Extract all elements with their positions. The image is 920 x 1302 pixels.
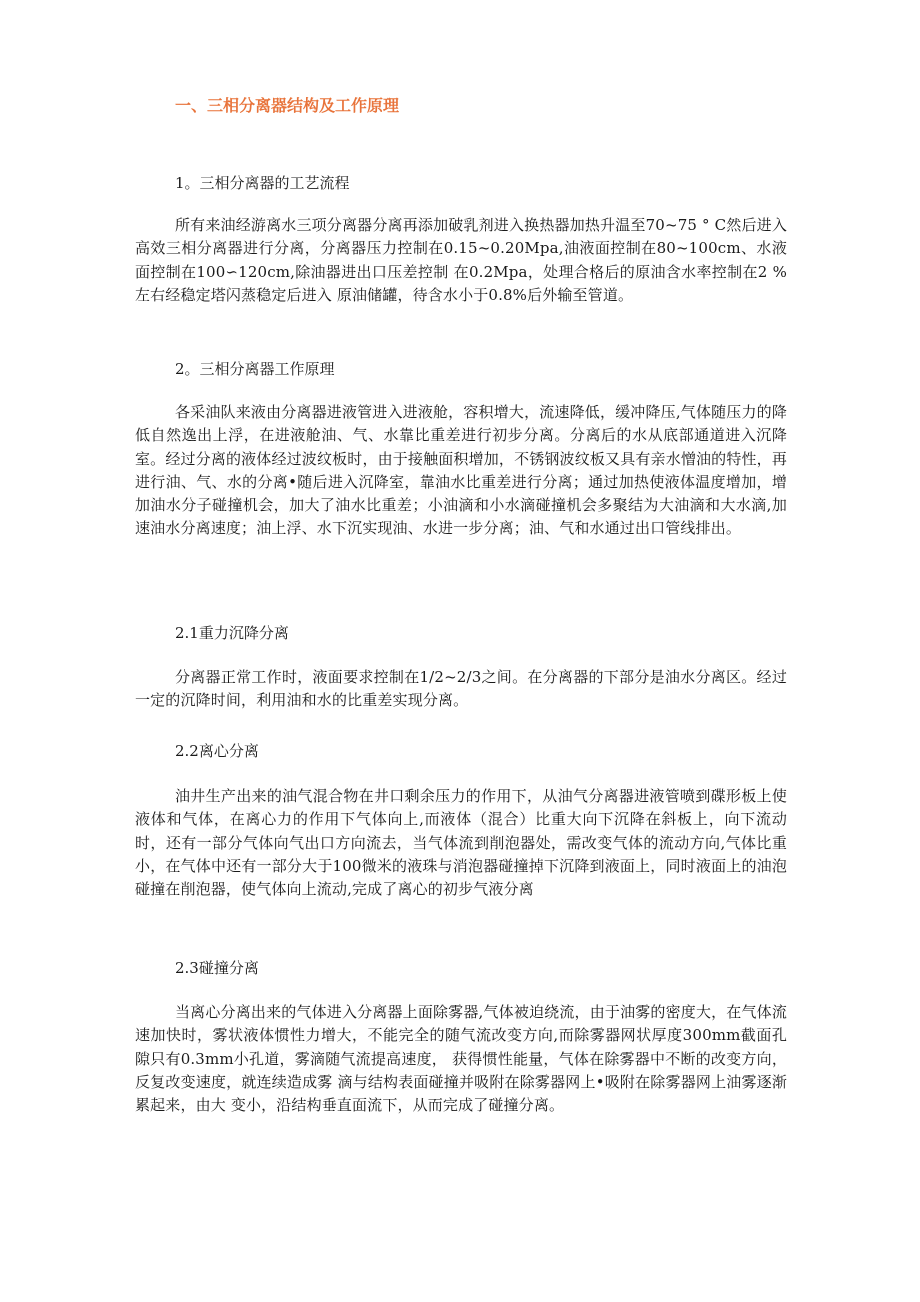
paragraph-gravity-settling: 分离器正常工作时，液面要求控制在1/2~2/3之间。在分离器的下部分是油水分离区。经过一定的沉降时间，利用油和水的比重差实现分离。 <box>135 668 787 710</box>
paragraph-collision-separation: 当离心分离出来的气体进入分离器上面除雾器,气体被迫绕流，由于油雾的密度大，在气体流速加快时，雾状液体惯性力增大，不能完全的随气流改变方向,而除雾器网状厚度300mm截面孔隙只有0.3mm小孔道，雾滴随气流提高速度， 获得惯性能量，气体在除雾器中不断的改变方向，反复改变速度，就连续造成雾 滴与结构表面碰撞并吸附在除雾器网上•吸附在除雾器网上油雾逐渐累起来，由大 变小，沿结构垂直面流下，从而完成了碰撞分离。 <box>135 1003 787 1115</box>
section-heading-working-principle: 2。三相分离器工作原理 <box>175 360 335 378</box>
section-heading-process-flow: 1。三相分离器的工艺流程 <box>175 174 350 192</box>
section-heading-collision-separation: 2.3碰撞分离 <box>175 959 259 977</box>
section-heading-gravity-settling: 2.1重力沉降分离 <box>175 624 289 642</box>
paragraph-working-principle: 各采油队来液由分离器进液管进入进液舱，容积增大，流速降低，缓冲降压,气体随压力的降低自然逸出上浮，在进液舱油、气、水靠比重差进行初步分离。分离后的水从底部通道进入沉降室。经过分离的液体经过波纹板时，由于接触面积增加，不锈钢波纹板又具有亲水憎油的特性，再进行油、气、水的分离•随后进入沉降室，靠油水比重差进行分离；通过加热使液体温度增加，增加油水分子碰撞机会，加大了油水比重差；小油滴和小水滴碰撞机会多聚结为大油滴和大水滴,加速油水分离速度；油上浮、水下沉实现油、水进一步分离；油、气和水通过出口管线排出。 <box>135 403 787 538</box>
document-title: 一、三相分离器结构及工作原理 <box>175 96 400 115</box>
paragraph-centrifugal-separation: 油井生产出来的油气混合物在井口剩余压力的作用下，从油气分离器进液管喷到碟形板上使液体和气体，在离心力的作用下气体向上,而液体（混合）比重大向下沉降在斜板上，向下流动时，还有一部分气体向气出口方向流去，当气体流到削泡器处，需改变气体的流动方向,气体比重小，在气体中还有一部分大于100微米的液珠与消泡器碰撞掉下沉降到液面上，同时液面上的油泡碰撞在削泡器，使气体向上流动,完成了离心的初步气液分离 <box>135 787 787 899</box>
paragraph-process-flow: 所有来油经游离水三项分离器分离再添加破乳剂进入换热器加热升温至70~75 ° C然后进入高效三相分离器进行分离，分离器压力控制在0.15~0.20Mpa,油液面控制在80~100cm、水液面控制在100∽120cm,除油器进出口压差控制 在0.2Mpa，处理合格后的原油含水率控制在2 %左右经稳定塔闪蒸稳定后进入 原油储罐，待含水小于0.8%后外输至管道。 <box>135 216 787 304</box>
section-heading-centrifugal-separation: 2.2离心分离 <box>175 742 259 760</box>
